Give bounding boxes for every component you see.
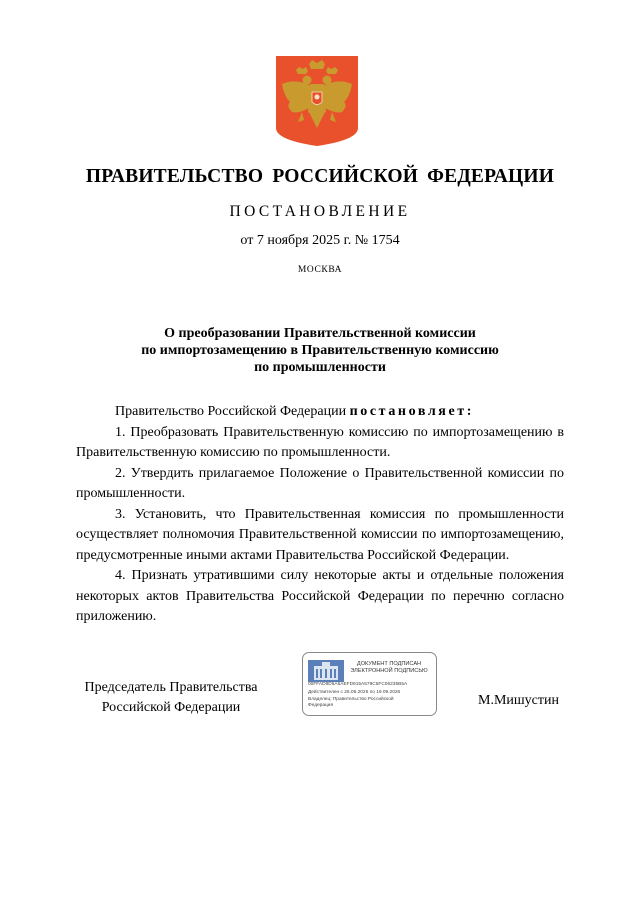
- document-type: ПОСТАНОВЛЕНИЕ: [229, 203, 411, 220]
- document-title: [0, 325, 640, 376]
- item-paragraph: 3. Установить, что Правительственная комиссия по промышленности осуществляет полномочия Правительственной комиссии по импортозамещению, предусмотренные иными актами Правительства Российской Федерации.: [76, 506, 564, 563]
- stamp-header: [343, 661, 435, 675]
- certificate-owner: Федерация: [308, 703, 334, 708]
- title-line: по промышленности: [254, 360, 386, 375]
- item-paragraph: 4. Признать утратившими силу некоторые акты и отдельные положения некоторых актов Правительства Российской Федерации по перечню согласно приложению.: [76, 568, 564, 624]
- coat-of-arms-icon: [276, 56, 358, 146]
- resolution-keyword: постановляет:: [349, 404, 474, 419]
- intro-text: Правительство Российской Федерации: [115, 404, 350, 419]
- signatory-position: [76, 678, 266, 718]
- stamp-header-line: ЭЛЕКТРОННОЙ ПОДПИСЬЮ: [350, 668, 428, 674]
- certificate-validity: Действителен с 26.06.2025 по 19.09.2026: [308, 690, 401, 695]
- government-building-icon: [308, 660, 344, 682]
- date-and-number: от 7 ноября 2025 г. № 1754: [240, 233, 400, 248]
- document-body: [76, 402, 564, 628]
- title-line: по импортозамещению в Правительственную комиссию: [141, 343, 499, 358]
- city: МОСКВА: [297, 265, 343, 275]
- stamp-header-line: ДОКУМЕНТ ПОДПИСАН: [356, 661, 422, 667]
- position-line: Российской Федерации: [101, 700, 241, 715]
- title-line: О преобразовании Правительственной комиссии: [164, 326, 476, 341]
- certificate-owner: Владелец: Правительство Российской: [308, 697, 394, 702]
- position-line: Председатель Правительства: [84, 680, 258, 695]
- government-title: ПРАВИТЕЛЬСТВО РОССИЙСКОЙ ФЕДЕРАЦИИ: [85, 166, 555, 187]
- item-paragraph: 2. Утвердить прилагаемое Положение о Правительственной комиссии по промышленности.: [76, 465, 564, 501]
- certificate-serial: 00FFAD9D6A5AEFD915A579C5FC06235B5A: [308, 682, 408, 687]
- item-paragraph: 1. Преобразовать Правительственную комиссию по импортозамещению в Правительственную комиссию по промышленности.: [76, 424, 564, 460]
- intro-paragraph: [76, 402, 564, 423]
- signatory-name: М.Мишустин: [478, 693, 559, 708]
- electronic-signature-stamp: [302, 652, 437, 716]
